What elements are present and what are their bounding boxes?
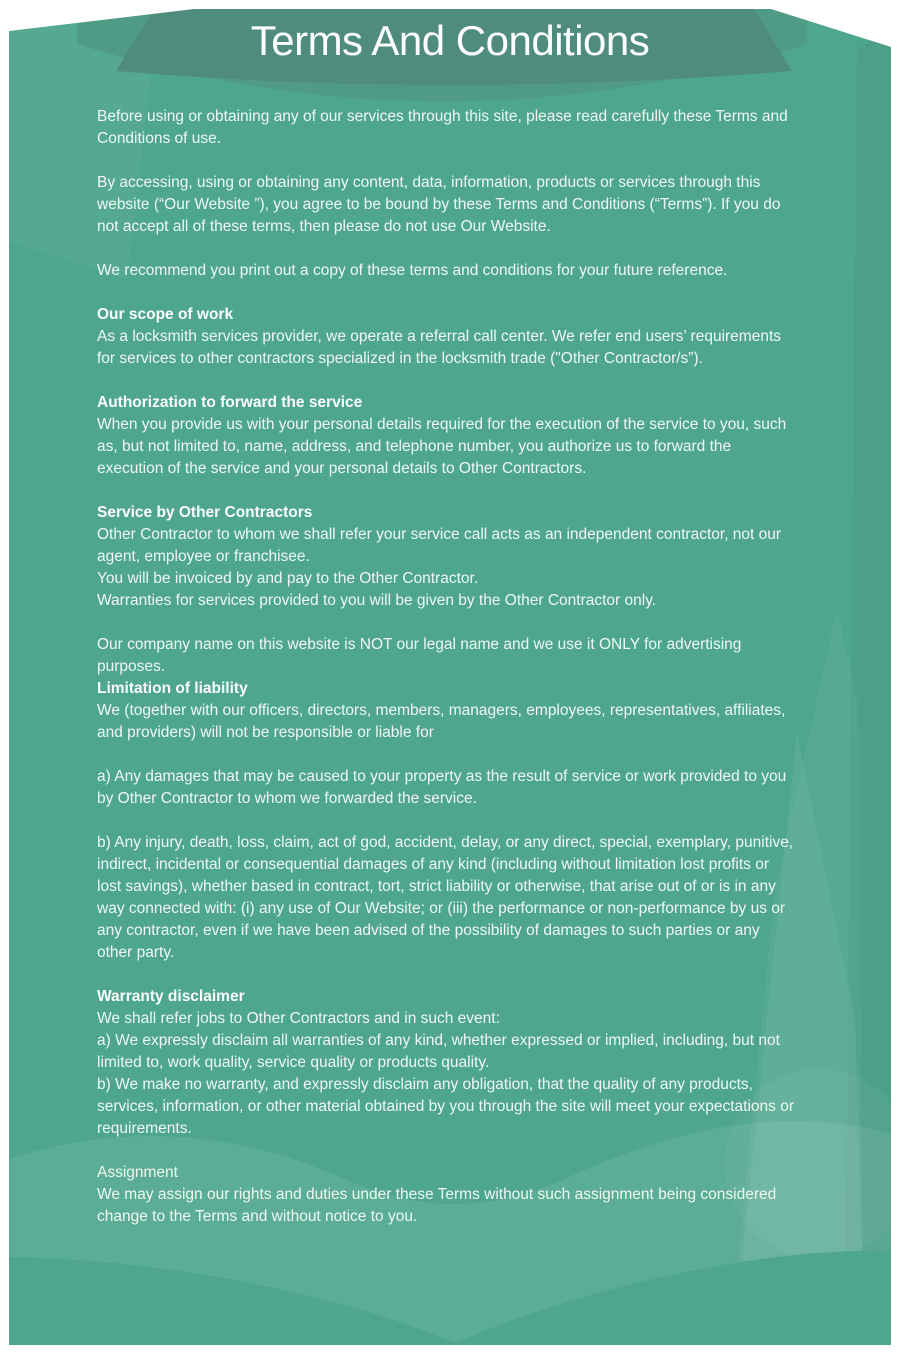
authorization-heading: Authorization to forward the service <box>97 394 363 411</box>
liability-body: We (together with our officers, directors, members, managers, employees, representatives, affiliates, and providers) will not be responsible or liable for <box>97 702 786 741</box>
terms-content <box>97 106 797 1228</box>
scope-heading: Our scope of work <box>97 306 234 323</box>
authorization-body: When you provide us with your personal details required for the execution of the service to you, such as, but not limited to, name, address, and telephone number, you authorize us to forward the execution of the service and your personal details to Other Contractors. <box>97 416 787 477</box>
intro-paragraph-1: Before using or obtaining any of our services through this site, please read carefully these Terms and Conditions of use. <box>97 108 788 147</box>
service-heading: Service by Other Contractors <box>97 504 313 521</box>
liability-heading: Limitation of liability <box>97 680 248 697</box>
service-line-3: Warranties for services provided to you will be given by the Other Contractor only. <box>97 592 657 609</box>
warranty-heading: Warranty disclaimer <box>97 988 245 1005</box>
assignment-heading: Assignment <box>97 1164 178 1181</box>
warranty-line-2: a) We expressly disclaim all warranties of any kind, whether expressed or implied, including, but not limited to, work quality, service quality or products quality. <box>97 1032 780 1071</box>
assignment-body: We may assign our rights and duties under these Terms without such assignment being considered change to the Terms and without notice to you. <box>97 1186 777 1225</box>
liability-item-a: a) Any damages that may be caused to your property as the result of service or work provided to you by Other Contractor to whom we forwarded the service. <box>97 768 787 807</box>
page-title: Terms And Conditions <box>250 17 650 64</box>
service-line-2: You will be invoiced by and pay to the Other Contractor. <box>97 570 479 587</box>
company-name-note: Our company name on this website is NOT our legal name and we use it ONLY for advertising purposes. <box>97 636 742 675</box>
teal-panel <box>9 9 891 1345</box>
warranty-line-1: We shall refer jobs to Other Contractors and in such event: <box>97 1010 500 1027</box>
intro-paragraph-3: We recommend you print out a copy of these terms and conditions for your future reference. <box>97 262 728 279</box>
scope-body: As a locksmith services provider, we operate a referral call center. We refer end users’ requirements for services to other contractors specialized in the locksmith trade ("Other Contractor/s”). <box>97 328 782 367</box>
intro-paragraph-2: By accessing, using or obtaining any content, data, information, products or services through this website (“Our Website ”), you agree to be bound by these Terms and Conditions (“Terms”). If you do not accept all of these terms, then please do not use Our Website. <box>97 174 781 235</box>
warranty-line-3: b) We make no warranty, and expressly disclaim any obligation, that the quality of any products, services, information, or other material obtained by you through the site will meet your expectations or requirements. <box>97 1076 794 1137</box>
service-line-1: Other Contractor to whom we shall refer your service call acts as an independent contractor, not our agent, employee or franchisee. <box>97 526 782 565</box>
liability-item-b: b) Any injury, death, loss, claim, act of god, accident, delay, or any direct, special, exemplary, punitive, indirect, incidental or consequential damages of any kind (including without limitation lost profits or lost savings), whether based in contract, tort, strict liability or otherwise, that arise out of or is in any way connected with: (i) any use of Our Website; or (iii) the performance or non-performance by us or any contractor, even if we have been advised of the possibility of damages to such parties or any other party. <box>97 834 794 961</box>
